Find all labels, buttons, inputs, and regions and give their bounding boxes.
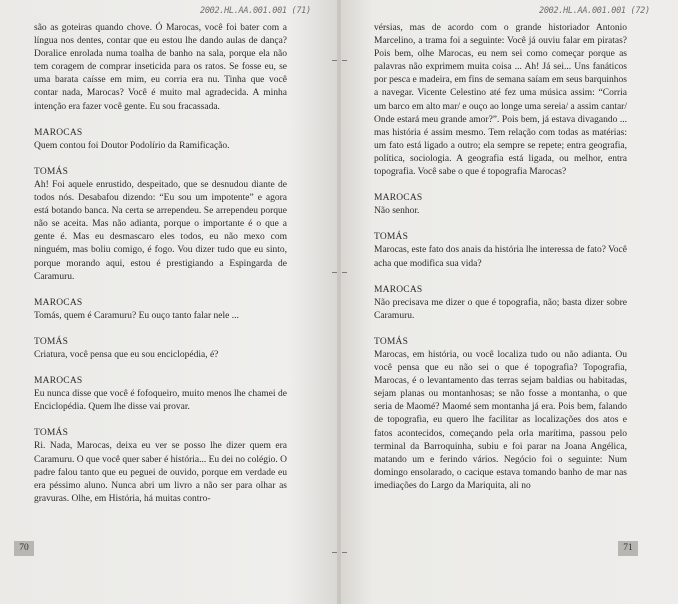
speaker-name: TOMÁS xyxy=(374,336,409,347)
edge-mark xyxy=(342,272,347,273)
speech: Marocas, este fato dos anais da história lhe interessa de fato? Você acha que modifica sua vida? xyxy=(374,245,627,269)
right-page xyxy=(339,0,678,604)
speech: Marocas, em história, ou você localiza tudo ou não adianta. Ou você pensa que eu não sei o que é topografia? Topografia, Marocas, é o levantamento das terras sejam baldias ou habitadas, sejam planas ou montanhosas; se não fosse a montanha, o que seria de Maomé? Maomé sem montanha já era. Pois bem, falando de topografia, eu quero lhe facilitar as localizações dos atos e fatos acontecidos, começando pela orla marítima, passou pelo terminal da Barroquinha, subiu e foi parar na Joana Angélica, matando um e ferindo vários. Negócio foi o seguinte: Num domingo ensolarado, o cacique estava tomando banho de mar nas imediações do Largo da Mariquita, ali no xyxy=(374,349,627,491)
page-text xyxy=(374,22,627,506)
speech: Não senhor. xyxy=(374,206,420,217)
archive-reference: 2002.HL.AA.001.001 (71) xyxy=(200,6,311,16)
edge-mark xyxy=(332,272,337,273)
speech: Não precisava me dizer o que é topografia, não; basta dizer sobre Caramuru. xyxy=(374,297,627,321)
edge-mark xyxy=(342,60,347,61)
book-gutter xyxy=(337,0,341,604)
edge-mark xyxy=(332,552,337,553)
speaker-name: MAROCAS xyxy=(34,297,83,308)
edge-mark xyxy=(332,60,337,61)
speaker-name: MAROCAS xyxy=(374,284,423,295)
archive-reference: 2002.HL.AA.001.001 (72) xyxy=(539,6,650,16)
speech: Eu nunca disse que você é fofoqueiro, muito menos lhe chamei de Enciclopédia. Quem lhe disse vai provar. xyxy=(34,389,287,413)
speaker-name: MAROCAS xyxy=(34,127,83,138)
speech: Quem contou foi Doutor Podolírio da Ramificação. xyxy=(34,140,230,151)
speaker-name: TOMÁS xyxy=(34,336,69,347)
paragraph: são as goteiras quando chove. Ó Marocas, você foi bater com a língua nos dentes, contar que eu estou lhe dando aulas de dança? Doralice enrolada numa toalha de banho na sala, porque ela não tem coragem de comprar inseticida para os ratos. Se fosse eu, se uma barata caísse em mim, eu corria era nu. Tinha que você contar nada, Marocas? Você é muito mal agradecida. A minha intenção era fazer você gente. Eu sou fracassada. xyxy=(34,23,287,112)
speech: Tomás, quem é Caramuru? Eu ouço tanto falar nele ... xyxy=(34,310,239,321)
page-number: 71 xyxy=(618,541,638,556)
speaker-name: MAROCAS xyxy=(374,193,423,204)
speech: Criatura, você pensa que eu sou enciclopédia, é? xyxy=(34,349,219,360)
edge-mark xyxy=(342,552,347,553)
speech: Ah! Foi aquele enrustido, despeitado, que se desnudou diante de todos nós. Desabafou dizendo: “Eu sou um impotente” e agora está botando banca. Na certa se arrependeu. Se arrependeu porque não se aceita. Mas não adianta, porque o importante é o que a gente é. Mas eu desmascaro eles todos, eu não mexo com ninguém, mas boliu comigo, é fogo. Vou dizer tudo que eu sinto, porque morando aqui, estou é prestigiando a Espingarda de Caramuru. xyxy=(34,179,287,282)
speaker-name: MAROCAS xyxy=(34,376,83,387)
paragraph: vérsias, mas de acordo com o grande historiador Antonio Marcelino, a trama foi a seguinte: Você já ouviu falar em piratas? Pois bem, olhe Marocas, eu nem sei como começar porque as palavras não exprimem muita coisa ... Ah! Já sei... Uns fanáticos por pesca e madeira, em fins de semana saíam em seus barquinhos a navegar. Vicente Celestino até fez uma música assim: “Corria um barco em alto mar/ e ouço ao longe uma sereia/ a assim cantar/ Onde estará meu grande amor?”. Pois bem, já estava divagando ... mas história é assim mesmo. Tem relação com todas as matérias: um fato está ligado a outro; ela sempre se repete; entra geografia, política, sociologia. A geografia está ligada, ou melhor, entra topografia. Você sabe o que é topografia Marocas? xyxy=(374,23,627,178)
speaker-name: TOMÁS xyxy=(34,166,69,177)
speaker-name: TOMÁS xyxy=(34,428,69,439)
speech: Ri. Nada, Marocas, deixa eu ver se posso lhe dizer quem era Caramuru. O que você quer saber é história... Eu dei no colégio. O padre falou tanto que eu peguei de ouvido, porque em verdade eu era péssimo aluno. Nunca abri um livro a não ser para olhar as gravuras. Olhe, em História, há muitas contro- xyxy=(34,441,287,504)
page-number: 70 xyxy=(14,541,34,556)
speaker-name: TOMÁS xyxy=(374,232,409,243)
page-text xyxy=(34,22,287,519)
